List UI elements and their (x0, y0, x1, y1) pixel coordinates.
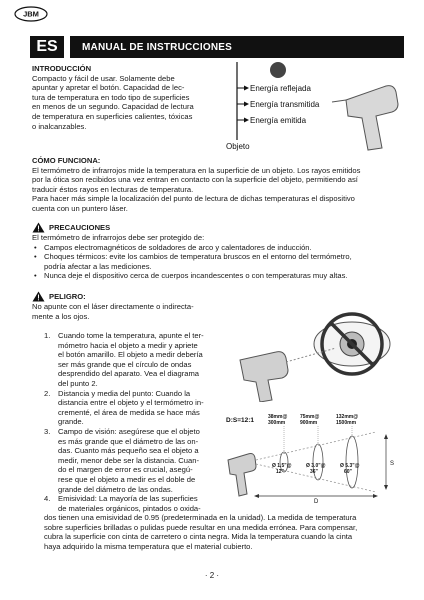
precauciones-heading (32, 222, 404, 233)
ds-bottom-label: Ø 1.5"@ (272, 463, 292, 469)
language-code: ES (30, 36, 64, 58)
peligro-title: PELIGRO: (49, 291, 86, 301)
energy-source (270, 62, 286, 78)
step-item: 4. Emisividad: La mayoría de las superficies de materiales orgánicos, pintados o oxida- (44, 494, 201, 513)
list-item: • Campos electromagnéticos de soldadores de arco y calentadores de inducción. (32, 243, 404, 253)
manual-title: MANUAL DE INSTRUCCIONES (70, 36, 404, 58)
peligro-section (32, 291, 232, 321)
jbm-logo (14, 6, 48, 22)
ds-top-label: 1500mm (336, 420, 357, 426)
laser-warning-figure (236, 300, 406, 402)
list-item: • Choques térmicos: evite los cambios de temperatura bruscos en el entorno del termómetro, podría afectar a las mediciones. (32, 252, 404, 271)
intro-line: tura de temperatura en todo tipo de superficies (32, 92, 190, 102)
logo-text: JBM (23, 9, 39, 19)
list-item: • Nunca deje el dispositivo cerca de cuerpos incandescentes o con temperaturas muy altas. (32, 271, 404, 281)
ds-top-label: 38mm@ (268, 414, 288, 420)
ds-top-label: 900mm (300, 420, 318, 426)
intro-line: apuntar y apretar el botón. Capacidad de lec- (32, 83, 185, 93)
energy-label-transmitted: Energía transmitida (250, 100, 320, 109)
ds-bottom-label: 60" (344, 469, 352, 475)
ds-bottom-label: 12" (276, 469, 284, 475)
ds-ratio: D:S=12:1 (226, 417, 254, 424)
precauciones-intro: El termómetro de infrarrojos debe ser protegido de: (32, 233, 205, 242)
ds-d-label: D (314, 499, 319, 504)
intro-line: o inalcanzables. (32, 121, 87, 131)
como-section (32, 156, 404, 214)
como-line: por la ótica son recibidos una vez entran en contacto con la superficie del objeto, permitiendo así (32, 175, 358, 185)
energy-figure (226, 60, 406, 152)
steps-section (44, 331, 224, 513)
thermometer-icon (228, 454, 256, 497)
ds-bottom-label: Ø 3.0"@ (306, 463, 326, 469)
como-heading: CÓMO FUNCIONA: (32, 156, 101, 165)
precauciones-section (32, 222, 404, 281)
intro-heading: INTRODUCCIÓN (32, 64, 92, 73)
peligro-line: mente a los ojos. (32, 311, 90, 321)
thermometer-icon (332, 86, 398, 150)
page-number: · 2 · (204, 571, 220, 580)
thermometer-icon (240, 352, 288, 402)
intro-line: Compacto y fácil de usar. Solamente debe (32, 73, 175, 83)
energy-label-reflected: Energía reflejada (250, 84, 311, 93)
ds-top-label: 75mm@ (300, 414, 320, 420)
ds-s-label: S (390, 461, 395, 467)
step-item: 2. Distancia y media del punto: Cuando la distancia entre el objeto y el termómetro in- crementé, el área de medida se hace más grande. (44, 388, 204, 427)
ds-bottom-label: 36" (310, 469, 318, 475)
energy-label-emitted: Energía emitida (250, 116, 307, 125)
peligro-heading (32, 291, 232, 302)
intro-line: en menos de un segundo. Capacidad de lectura (32, 102, 194, 112)
ds-top-label: 132mm@ (336, 414, 359, 420)
warning-icon (32, 222, 45, 233)
precauciones-list (32, 243, 404, 281)
step-item: 1. Cuando tome la temperatura, apunte el ter- mómetro hacia el objeto a medir y apriete el botón amarillo. El objeto a medir debería ser más grande que el círculo de ondas desprendido del aparato. Vea el diagrama del punto 2. (44, 331, 204, 388)
peligro-line: No apunte con el láser directamente o indirecta- (32, 302, 194, 311)
como-line: traducir éstos rayos en lecturas de temperatura. (32, 184, 194, 194)
intro-section (32, 64, 218, 131)
page-header (30, 36, 404, 58)
precauciones-title: PRECAUCIONES (49, 222, 111, 232)
step4-continuation: dos tienen una emisividad de 0.95 (predeterminada en la unidad). La medida de temperatura sobre superficies brilladas o pulidas puede resultar en una medida errónea. Para compensar, cubra la superficie con cinta de carretero o cinta negra. Mida la temperatura cuando la cinta haya adquirido la misma temperatura que el material cubierto. (44, 513, 358, 551)
distance-spot-diagram (226, 412, 406, 504)
object-label: Objeto (226, 142, 250, 151)
warning-icon (32, 291, 45, 302)
ds-top-label: 300mm (268, 420, 286, 426)
ds-bottom-label: Ø 5.3"@ (340, 463, 360, 469)
como-line: Para hacer más simple la localización del punto de lectura de dichas temperaturas el dispositivo (32, 194, 355, 204)
intro-line: de temperatura en superficies calientes, tóxicas (32, 111, 193, 121)
como-line: El termómetro de infrarrojos mide la temperatura en la superficie de un objeto. Los rayos emitidos (32, 165, 361, 175)
como-line: cuenta con un puntero láser. (32, 203, 128, 213)
step-item: 3. Campo de visión: asegúrese que el objeto es más grande que el diámetro de las on- das. Cuanto más pequeño sea el objeto a medir, menor debe ser la distancia. Cuan- do el margen de error es crucial, asegú- rese que el objeto a medir es el doble de grande del diámetro de las ondas. (44, 426, 200, 494)
